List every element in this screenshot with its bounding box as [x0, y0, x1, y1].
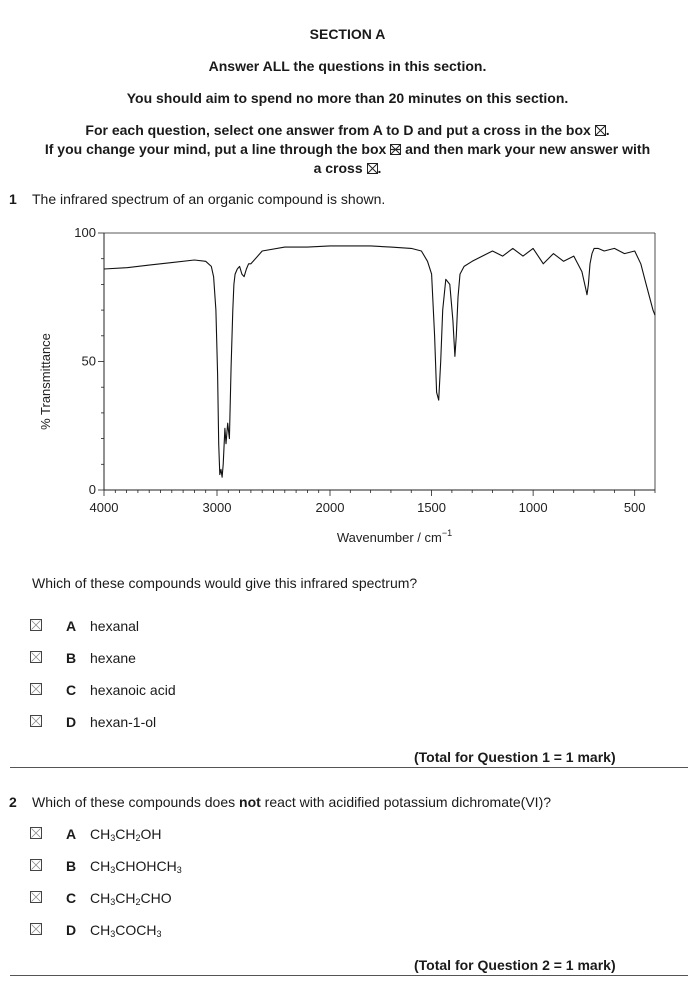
answer-box-icon[interactable]: [30, 651, 42, 663]
time-advice: You should aim to spend no more than 20 minutes on this section.: [126, 90, 569, 106]
option-letter: C: [66, 682, 77, 698]
answer-all-instruction: Answer ALL the questions in this section.: [208, 58, 487, 74]
option-letter: B: [66, 858, 77, 874]
question-1-divider: [10, 767, 688, 768]
question-2-text: [32, 794, 551, 810]
option-formula: $CH_3CHOHCH_3$: [90, 858, 182, 875]
answer-box-icon[interactable]: [30, 683, 42, 695]
x-tick-label: 3000: [202, 500, 232, 515]
answer-box-icon[interactable]: [30, 715, 42, 727]
answer-box-icon[interactable]: [30, 619, 42, 631]
question-1-total: (Total for Question 1 = 1 mark): [414, 749, 616, 765]
x-tick-label: 1500: [417, 500, 447, 515]
question-2-text-bold: not: [239, 794, 261, 810]
question-2-number: 2: [9, 794, 17, 810]
option-text: hexan-1-ol: [90, 714, 157, 730]
instructions-text-2: If you change your mind, put a line through the box: [44, 141, 387, 157]
answer-box-icon[interactable]: [30, 827, 42, 839]
instructions-line-2: [0, 141, 695, 157]
instructions-text-4: a cross: [313, 160, 363, 176]
question-2-total: (Total for Question 2 = 1 mark): [414, 957, 616, 973]
answer-box-icon[interactable]: [30, 923, 42, 935]
option-letter: A: [66, 618, 77, 634]
x-tick-label: 500: [623, 500, 646, 515]
y-tick-label: 50: [81, 353, 96, 369]
y-tick-label: 0: [88, 482, 96, 497]
question-2-divider: [10, 975, 688, 976]
answer-box-icon[interactable]: [30, 859, 42, 871]
section-title: SECTION A: [309, 26, 386, 42]
question-2-text-after: react with acidified potassium dichromate(VI)?: [264, 794, 552, 810]
option-formula: $CH_3COCH_3$: [90, 922, 162, 939]
option-formula: $CH_3CH_2OH$: [90, 826, 162, 843]
option-letter: D: [66, 922, 77, 938]
answer-box-icon[interactable]: [30, 891, 42, 903]
struck-box-icon: [390, 144, 401, 155]
y-axis-label: % Transmittance: [38, 333, 53, 430]
option-letter: D: [66, 714, 77, 730]
question-1-text: The infrared spectrum of an organic compound is shown.: [32, 191, 386, 207]
x-tick-label: 2000: [315, 500, 345, 515]
y-tick-label: 100: [74, 225, 96, 240]
option-letter: A: [66, 826, 77, 842]
crossed-box-icon: [367, 163, 378, 174]
option-letter: C: [66, 890, 77, 906]
instructions-line-1: For each question, select one answer from A to D and put a cross in the box .: [85, 122, 610, 138]
question-2-text-before: Which of these compounds does: [32, 794, 236, 810]
crossed-box-icon: [595, 125, 606, 136]
instructions-line-3: a cross .: [313, 160, 382, 176]
option-letter: B: [66, 650, 77, 666]
option-text: hexanoic acid: [90, 682, 176, 698]
spectrum-line: [104, 246, 655, 477]
instructions-text-3: and then mark your new answer with: [405, 141, 651, 157]
ir-spectrum-chart: [30, 225, 670, 555]
question-1-prompt: Which of these compounds would give this infrared spectrum?: [32, 575, 418, 591]
x-axis-label: Wavenumber / $cm^{-1}$: [336, 528, 453, 545]
option-text: hexanal: [90, 618, 140, 634]
option-formula: $CH_3CH_2CHO$: [90, 890, 172, 907]
x-tick-label: 1000: [518, 500, 548, 515]
x-axis-label-superscript: −1: [441, 528, 453, 538]
option-text: hexane: [90, 650, 136, 666]
x-tick-label: 4000: [89, 500, 119, 515]
instructions-text-1: For each question, select one answer from A to D and put a cross in the box: [85, 122, 591, 138]
question-1-number: 1: [9, 191, 17, 207]
